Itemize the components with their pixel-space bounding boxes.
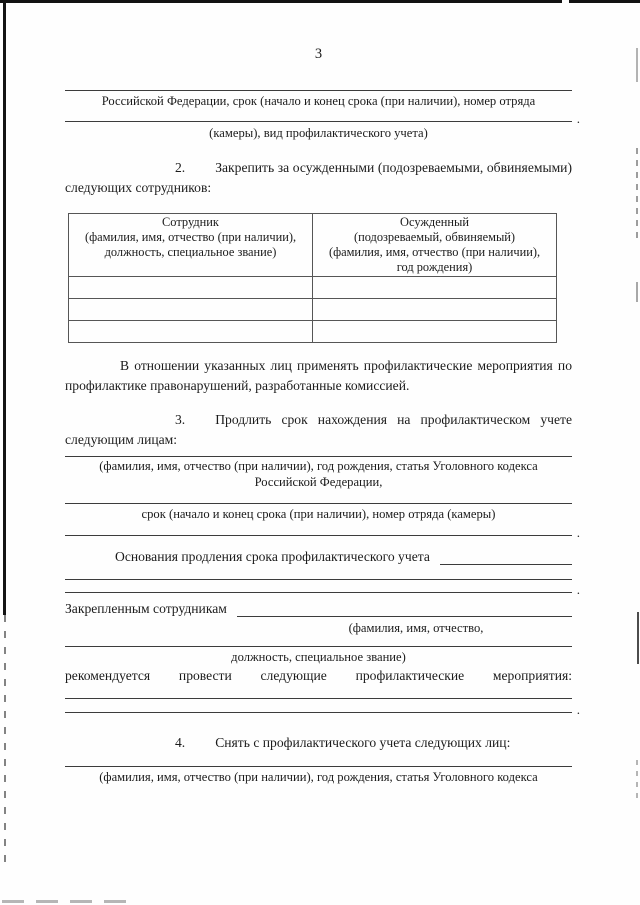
table-cell-empty xyxy=(313,299,557,321)
page-number: 3 xyxy=(314,46,323,62)
fill-line xyxy=(65,503,572,504)
table-cell-empty xyxy=(313,321,557,343)
column-header-staff-sub1: (фамилия, имя, отчество (при наличии), xyxy=(84,229,297,244)
scan-edge-right-dash xyxy=(636,760,638,798)
column-header-staff-title: Сотрудник xyxy=(162,214,219,229)
item-2-number: 2. xyxy=(175,159,186,175)
scan-smudge-bottom xyxy=(2,900,134,903)
scan-edge-right-dash xyxy=(636,148,638,238)
assigned-staff-field xyxy=(65,601,572,617)
scan-edge-left xyxy=(3,0,6,615)
fill-line xyxy=(65,702,580,718)
scan-edge-right-dash xyxy=(637,612,639,664)
assigned-staff-label: Закрепленным сотрудникам xyxy=(65,601,227,617)
grounds-field xyxy=(65,549,572,565)
field-caption-person-line2: Российской Федерации, xyxy=(254,474,383,489)
field-caption-staff-name: (фамилия, имя, отчество, xyxy=(348,621,484,636)
fill-line xyxy=(65,582,580,598)
item-4-number: 4. xyxy=(175,735,186,751)
scan-edge-top xyxy=(0,0,562,3)
field-caption-person xyxy=(65,459,572,490)
trailing-period: . xyxy=(576,702,580,718)
fill-line xyxy=(65,579,572,580)
field-caption-person-line1: (фамилия, имя, отчество (при наличии), год рождения, статья Уголовного кодекса xyxy=(99,459,538,474)
assignment-table xyxy=(68,213,557,344)
column-header-convict-title: Осужденный xyxy=(400,214,469,229)
column-header-convict-sub2: (фамилия, имя, отчество (при наличии), xyxy=(328,244,541,259)
scan-edge-left-dashes xyxy=(4,615,6,865)
field-caption-staff-rank: должность, специальное звание) xyxy=(231,649,406,664)
table-row xyxy=(69,299,557,321)
item-2-paragraph xyxy=(65,158,572,198)
table-cell-empty xyxy=(69,321,313,343)
item-3-number: 3. xyxy=(175,412,186,428)
column-header-convict-sub3: год рождения) xyxy=(396,260,473,275)
trailing-period: . xyxy=(576,582,580,598)
column-header-staff-sub2: должность, специальное звание) xyxy=(104,244,277,259)
trailing-period: . xyxy=(576,111,580,127)
trailing-period: . xyxy=(576,525,580,541)
item-4-text: Снять с профилактического учета следующих лиц: xyxy=(215,735,511,751)
item-2-text: Закрепить за осужденными (подозреваемыми, обвиняемыми) следующих сотрудников: xyxy=(65,159,572,195)
fill-line xyxy=(65,698,572,699)
scan-edge-right-dash xyxy=(636,282,638,302)
document-content xyxy=(65,46,580,785)
field-caption-term: срок (начало и конец срока (при наличии), номер отряда (камеры) xyxy=(141,506,496,521)
fill-line xyxy=(65,90,572,91)
table-header-row xyxy=(69,213,557,277)
scan-edge-right-dash xyxy=(636,48,638,82)
measures-paragraph: В отношении указанных лиц применять профилактические мероприятия по профилактике правонарушений, разработанные комиссией. xyxy=(65,358,572,394)
item-3-paragraph xyxy=(65,410,572,450)
fill-line xyxy=(65,766,572,767)
column-header-convict xyxy=(313,213,557,277)
fill-blank xyxy=(440,549,572,565)
fill-line xyxy=(65,646,572,647)
grounds-label: Основания продления срока профилактического учета xyxy=(115,549,430,565)
fill-blank xyxy=(237,601,572,617)
fill-line xyxy=(65,525,580,541)
field-caption-term-detachment: Российской Федерации, срок (начало и конец срока (при наличии), номер отряда xyxy=(101,94,536,108)
table-row xyxy=(69,321,557,343)
table-cell-empty xyxy=(313,277,557,299)
fill-line xyxy=(65,456,572,457)
table-row xyxy=(69,277,557,299)
field-caption-person-removal: (фамилия, имя, отчество (при наличии), год рождения, статья Уголовного кодекса xyxy=(99,770,538,785)
field-caption-cell-record-type: (камеры), вид профилактического учета) xyxy=(209,126,428,141)
item-3-text: Продлить срок нахождения на профилактическом учете следующим лицам: xyxy=(65,412,572,448)
column-header-convict-sub1: (подозреваемый, обвиняемый) xyxy=(353,229,516,244)
table-cell-empty xyxy=(69,299,313,321)
fill-line xyxy=(65,111,580,127)
recommendation-paragraph: рекомендуется провести следующие профилактические мероприятия: xyxy=(65,668,572,684)
item-4-paragraph xyxy=(65,733,572,753)
table-cell-empty xyxy=(69,277,313,299)
column-header-staff xyxy=(69,213,313,277)
scan-edge-top-segment xyxy=(569,0,640,3)
